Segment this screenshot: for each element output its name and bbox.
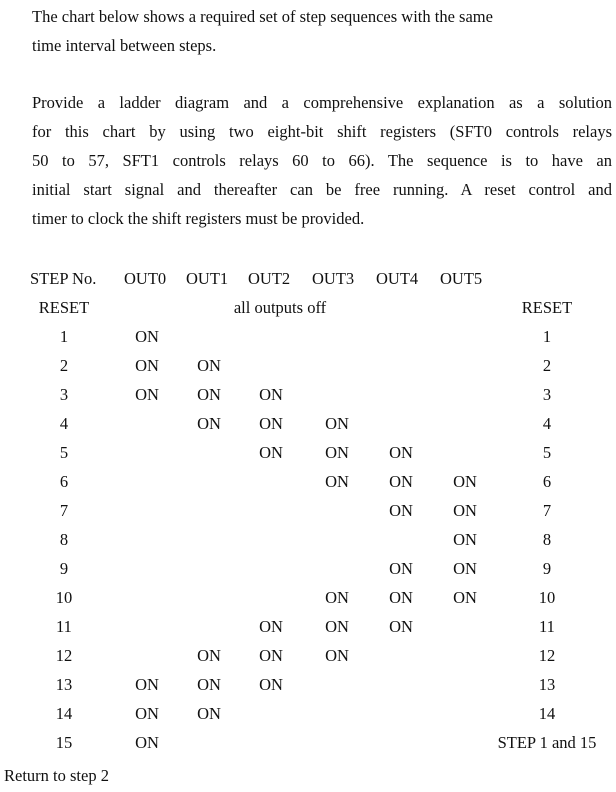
step-number: 14 bbox=[55, 704, 73, 723]
step-number: 11 bbox=[56, 617, 72, 636]
out4-cell: ON bbox=[389, 501, 413, 520]
step-number: 13 bbox=[55, 675, 73, 694]
out3-cell: ON bbox=[325, 443, 349, 462]
step-number: 8 bbox=[59, 530, 69, 549]
step-number: 5 bbox=[59, 443, 69, 462]
step-number: 15 bbox=[55, 733, 73, 752]
return-to-step-note: Return to step 2 bbox=[4, 766, 109, 785]
intro-line: The chart below shows a required set of step sequences with the same bbox=[32, 7, 493, 26]
table-row bbox=[0, 409, 616, 438]
all-outputs-off-label: all outputs off bbox=[233, 298, 327, 317]
step-number-right: STEP 1 and 15 bbox=[497, 733, 597, 752]
out1-cell: ON bbox=[197, 646, 221, 665]
step-number: 4 bbox=[59, 414, 69, 433]
table-row bbox=[0, 670, 616, 699]
step-number: 2 bbox=[59, 356, 69, 375]
out3-cell: ON bbox=[325, 414, 349, 433]
out2-cell: ON bbox=[259, 414, 283, 433]
table-row bbox=[0, 699, 616, 728]
step-number-right: 1 bbox=[542, 327, 552, 346]
table-row bbox=[0, 351, 616, 380]
table-row bbox=[0, 467, 616, 496]
out3-cell: ON bbox=[325, 617, 349, 636]
out0-cell: ON bbox=[135, 733, 159, 752]
task-line: initial start signal and thereafter can be free running. A reset control and bbox=[32, 180, 612, 199]
step-number-right: 13 bbox=[538, 675, 556, 694]
out1-cell: ON bbox=[197, 356, 221, 375]
step-number: 1 bbox=[59, 327, 69, 346]
out0-cell: ON bbox=[135, 327, 159, 346]
task-line: Provide a ladder diagram and a comprehensive explanation as a solution bbox=[32, 93, 612, 112]
step-number-right: 10 bbox=[538, 588, 556, 607]
out5-cell: ON bbox=[453, 472, 477, 491]
out1-cell: ON bbox=[197, 675, 221, 694]
step-number-right: 14 bbox=[538, 704, 556, 723]
table-row bbox=[0, 496, 616, 525]
out5-cell: ON bbox=[453, 559, 477, 578]
step-number: 3 bbox=[59, 385, 69, 404]
table-row bbox=[0, 438, 616, 467]
step-number: 12 bbox=[55, 646, 73, 665]
out1-cell: ON bbox=[197, 385, 221, 404]
out0-cell: ON bbox=[135, 704, 159, 723]
step-number-right: 5 bbox=[542, 443, 552, 462]
out3-cell: ON bbox=[325, 646, 349, 665]
header-out3: OUT3 bbox=[312, 269, 355, 288]
out2-cell: ON bbox=[259, 385, 283, 404]
header-step-no: STEP No. bbox=[30, 269, 97, 288]
reset-label-right: RESET bbox=[521, 298, 573, 317]
header-out2: OUT2 bbox=[248, 269, 291, 288]
task-line: 50 to 57, SFT1 controls relays 60 to 66). The sequence is to have an bbox=[32, 151, 612, 170]
out1-cell: ON bbox=[197, 704, 221, 723]
task-line: for this chart by using two eight-bit shift registers (SFT0 controls relays bbox=[32, 122, 612, 141]
step-number-right: 7 bbox=[542, 501, 552, 520]
step-number: 7 bbox=[59, 501, 69, 520]
out0-cell: ON bbox=[135, 385, 159, 404]
reset-row bbox=[0, 293, 616, 322]
out2-cell: ON bbox=[259, 675, 283, 694]
header-out1: OUT1 bbox=[186, 269, 229, 288]
step-number-right: 11 bbox=[539, 617, 555, 636]
step-number-right: 4 bbox=[542, 414, 552, 433]
out3-cell: ON bbox=[325, 472, 349, 491]
out0-cell: ON bbox=[135, 675, 159, 694]
step-number-right: 3 bbox=[542, 385, 552, 404]
out4-cell: ON bbox=[389, 559, 413, 578]
table-row bbox=[0, 554, 616, 583]
out5-cell: ON bbox=[453, 530, 477, 549]
out4-cell: ON bbox=[389, 472, 413, 491]
table-row bbox=[0, 380, 616, 409]
table-row bbox=[0, 525, 616, 554]
out5-cell: ON bbox=[453, 588, 477, 607]
table-row bbox=[0, 728, 616, 757]
step-number-right: 8 bbox=[542, 530, 552, 549]
table-row bbox=[0, 641, 616, 670]
out2-cell: ON bbox=[259, 617, 283, 636]
step-number: 6 bbox=[59, 472, 69, 491]
step-number-right: 6 bbox=[542, 472, 552, 491]
out4-cell: ON bbox=[389, 588, 413, 607]
out1-cell: ON bbox=[197, 414, 221, 433]
step-number-right: 2 bbox=[542, 356, 552, 375]
step-number: 10 bbox=[55, 588, 73, 607]
header-out0: OUT0 bbox=[124, 269, 167, 288]
out4-cell: ON bbox=[389, 617, 413, 636]
table-row bbox=[0, 322, 616, 351]
out2-cell: ON bbox=[259, 646, 283, 665]
out3-cell: ON bbox=[325, 588, 349, 607]
out5-cell: ON bbox=[453, 501, 477, 520]
table-row bbox=[0, 612, 616, 641]
step-number: 9 bbox=[59, 559, 69, 578]
reset-label-left: RESET bbox=[38, 298, 90, 317]
header-out4: OUT4 bbox=[376, 269, 419, 288]
header-out5: OUT5 bbox=[440, 269, 483, 288]
step-number-right: 12 bbox=[538, 646, 556, 665]
out4-cell: ON bbox=[389, 443, 413, 462]
task-line: timer to clock the shift registers must be provided. bbox=[32, 209, 365, 228]
intro-line: time interval between steps. bbox=[32, 36, 217, 55]
step-number-right: 9 bbox=[542, 559, 552, 578]
table-row bbox=[0, 583, 616, 612]
intro-paragraph bbox=[32, 2, 612, 60]
task-paragraph bbox=[32, 88, 612, 233]
out2-cell: ON bbox=[259, 443, 283, 462]
table-header-row bbox=[0, 264, 616, 293]
out0-cell: ON bbox=[135, 356, 159, 375]
